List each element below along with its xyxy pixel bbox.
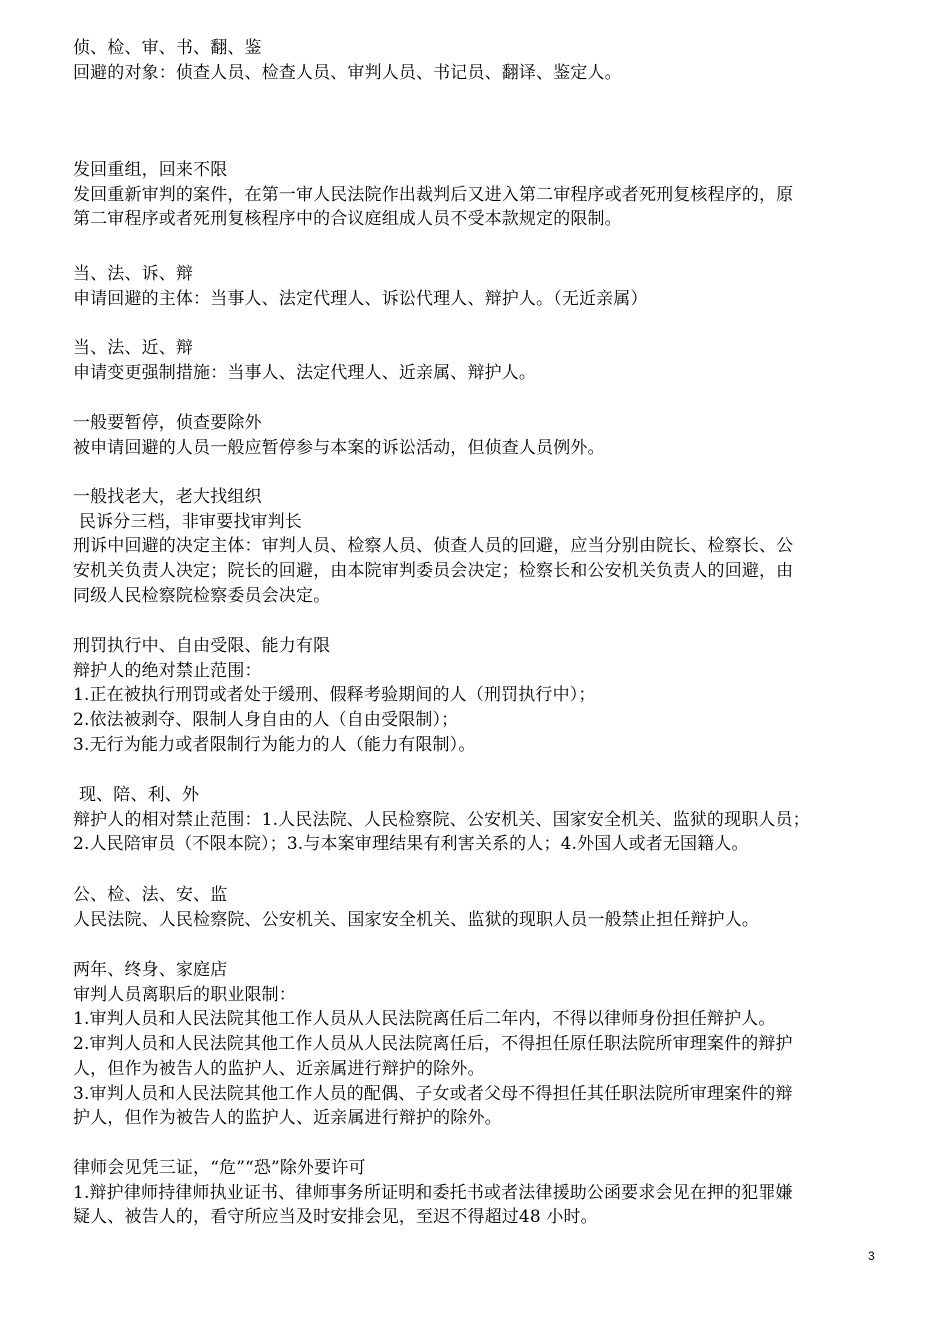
section-remand <box>73 158 881 232</box>
section-relative-ban <box>73 783 881 857</box>
list-item: 2.依法被剥夺、限制人身自由的人（自由受限制）； <box>73 710 459 731</box>
text-line: 审判人员离职后的职业限制： <box>73 984 296 1005</box>
section-heading: 侦、检、审、书、翻、鉴 <box>73 38 262 58</box>
text-line: 民诉分三档，非审要找审判长 <box>79 511 302 532</box>
list-item: 1.辩护律师持律师执业证书、律师事务所证明和委托书或者法律援助公函要求会见在押的犯罪嫌 <box>73 1182 793 1203</box>
list-item: 1.审判人员和人民法院其他工作人员从人民法院离任后二年内，不得以律师身份担任辩护人。 <box>73 1009 776 1030</box>
section-recusal-objects <box>73 36 881 85</box>
section-suspension <box>73 411 881 460</box>
list-item: 2.审判人员和人民法院其他工作人员从人民法院离任后，不得担任原任职法院所审理案件的辩护 <box>73 1034 793 1055</box>
section-measure-change <box>73 336 881 385</box>
section-heading: 一般要暂停，侦查要除外 <box>73 413 262 433</box>
text-line: 人，但作为被告人的监护人、近亲属进行辩护的除外。 <box>73 1058 485 1079</box>
section-absolute-ban <box>73 634 881 758</box>
section-heading: 当、法、诉、辩 <box>73 264 194 284</box>
text-line: 人民法院、人民检察院、公安机关、国家安全机关、监狱的现职人员一般禁止担任辩护人。 <box>73 909 759 930</box>
section-lawyer-meeting <box>73 1156 881 1230</box>
page-number: 3 <box>868 1249 875 1263</box>
text-line: 申请回避的主体：当事人、法定代理人、诉讼代理人、辩护人。（无近亲属） <box>73 288 648 309</box>
text-line: 护人，但作为被告人的监护人、近亲属进行辩护的除外。 <box>73 1108 502 1129</box>
text-line: 申请变更强制措施：当事人、法定代理人、近亲属、辩护人。 <box>73 362 537 383</box>
text-line: 辩护人的绝对禁止范围： <box>73 660 262 681</box>
section-heading: 发回重组，回来不限 <box>73 160 228 180</box>
text-line: 发回重新审判的案件，在第一审人民法院作出裁判后又进入第二审程序或者死刑复核程序的，原 <box>73 184 794 205</box>
list-item: 3.审判人员和人民法院其他工作人员的配偶、子女或者父母不得担任其任职法院所审理案件的辩 <box>73 1083 793 1104</box>
text-line: 同级人民检察院检察委员会决定。 <box>73 585 331 606</box>
section-decision-subject <box>73 485 881 609</box>
text-line: 被申请回避的人员一般应暂停参与本案的诉讼活动，但侦查人员例外。 <box>73 437 605 458</box>
list-item: 1.正在被执行刑罚或者处于缓刑、假释考验期间的人（刑罚执行中）； <box>73 685 596 706</box>
section-heading: 两年、终身、家庭店 <box>73 960 228 980</box>
text-line: 疑人、被告人的，看守所应当及时安排会见，至迟不得超过48 小时。 <box>73 1207 598 1228</box>
text-line: 回避的对象：侦查人员、检查人员、审判人员、书记员、翻译、鉴定人。 <box>73 62 622 83</box>
section-heading: 现、陪、利、外 <box>79 785 200 805</box>
list-item: 3.无行为能力或者限制行为能力的人（能力有限制）。 <box>73 734 476 755</box>
section-heading: 当、法、近、辩 <box>73 338 194 358</box>
section-general-ban <box>73 883 881 932</box>
text-line: 辩护人的相对禁止范围：1.人民法院、人民检察院、公安机关、国家安全机关、监狱的现职人员； <box>73 809 810 830</box>
section-judge-restrictions <box>73 958 881 1131</box>
section-heading: 一般找老大，老大找组织 <box>73 487 262 507</box>
section-heading: 律师会见凭三证，“危”“恐”除外要许可 <box>73 1158 366 1178</box>
section-recusal-applicants <box>73 262 881 311</box>
text-line: 刑诉中回避的决定主体：审判人员、检察人员、侦查人员的回避，应当分别由院长、检察长、公 <box>73 536 794 557</box>
text-line: 第二审程序或者死刑复核程序中的合议庭组成人员不受本款规定的限制。 <box>73 209 622 230</box>
section-heading: 刑罚执行中、自由受限、能力有限 <box>73 636 331 656</box>
text-line: 安机关负责人决定；院长的回避，由本院审判委员会决定；检察长和公安机关负责人的回避，由 <box>73 561 794 582</box>
section-heading: 公、检、法、安、监 <box>73 885 228 905</box>
text-line: 2.人民陪审员（不限本院）；3.与本案审理结果有利害关系的人；4.外国人或者无国籍人。 <box>73 834 749 855</box>
